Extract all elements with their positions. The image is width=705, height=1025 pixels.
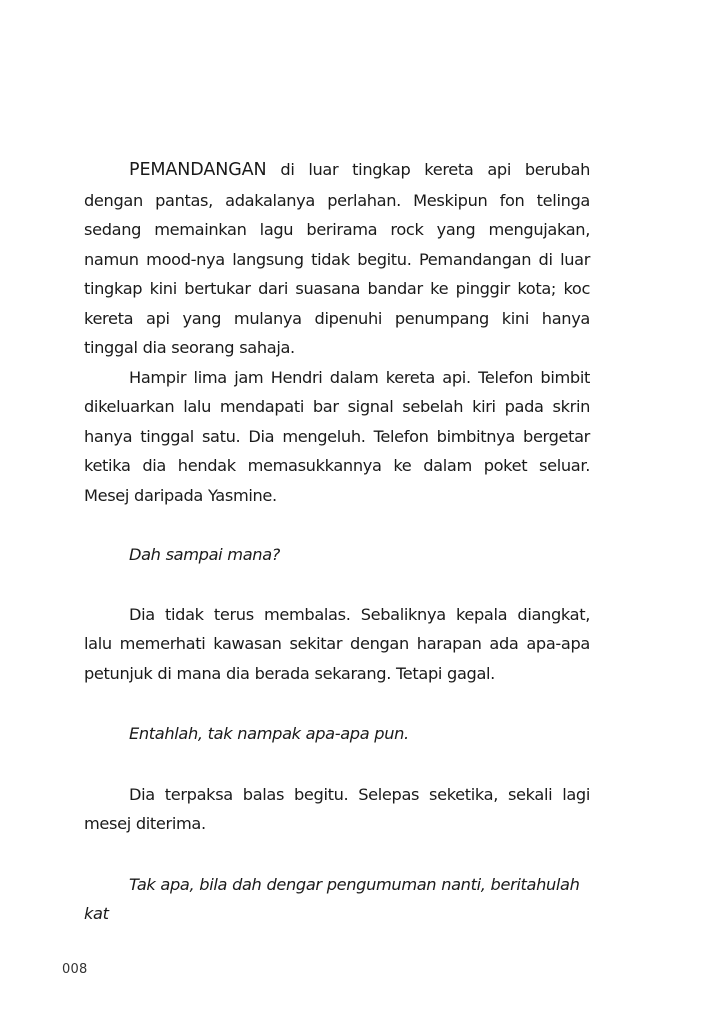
page-number: 008 — [62, 962, 88, 977]
body-text — [84, 155, 590, 929]
chapter-lead-word: PEMANDANGAN — [129, 160, 267, 180]
paragraph-2: Hampir lima jam Hendri dalam kereta api. Telefon bimbit dikeluarkan lalu mendapati bar signal sebelah kiri pada skrin hanya tinggal satu. Dia mengeluh. Telefon bimbitnya bergetar ketika dia hendak memasukkannya ke dalam poket seluar. Mesej daripada Yasmine. — [84, 367, 590, 505]
paragraph-3: Dia tidak terus membalas. Sebaliknya kepala diangkat, lalu memerhati kawasan sekitar dengan harapan ada apa-apa petunjuk di mana dia berada sekarang. Tetapi gagal. — [84, 604, 590, 683]
message-1: Dah sampai mana? — [129, 545, 281, 564]
message-3: Tak apa, bila dah dengar pengumuman nanti, beritahulah kat — [84, 874, 580, 923]
paragraph-4: Dia terpaksa balas begitu. Selepas seketika, sekali lagi mesej diterima. — [84, 784, 590, 833]
message-2: Entahlah, tak nampak apa-apa pun. — [129, 724, 409, 743]
paragraph-1 — [84, 155, 590, 363]
paragraph-text: di luar tingkap kereta api berubah dengan pantas, adakalanya perlahan. Meskipun fon telinga sedang memainkan lagu berirama rock yang mengujakan, namun mood-nya langsung tidak begitu. Pemandangan di luar tingkap kini bertukar dari suasana bandar ke pinggir kota; koc kereta api yang mulanya dipenuhi penumpang kini hanya tinggal dia seorang sahaja. — [84, 160, 590, 357]
